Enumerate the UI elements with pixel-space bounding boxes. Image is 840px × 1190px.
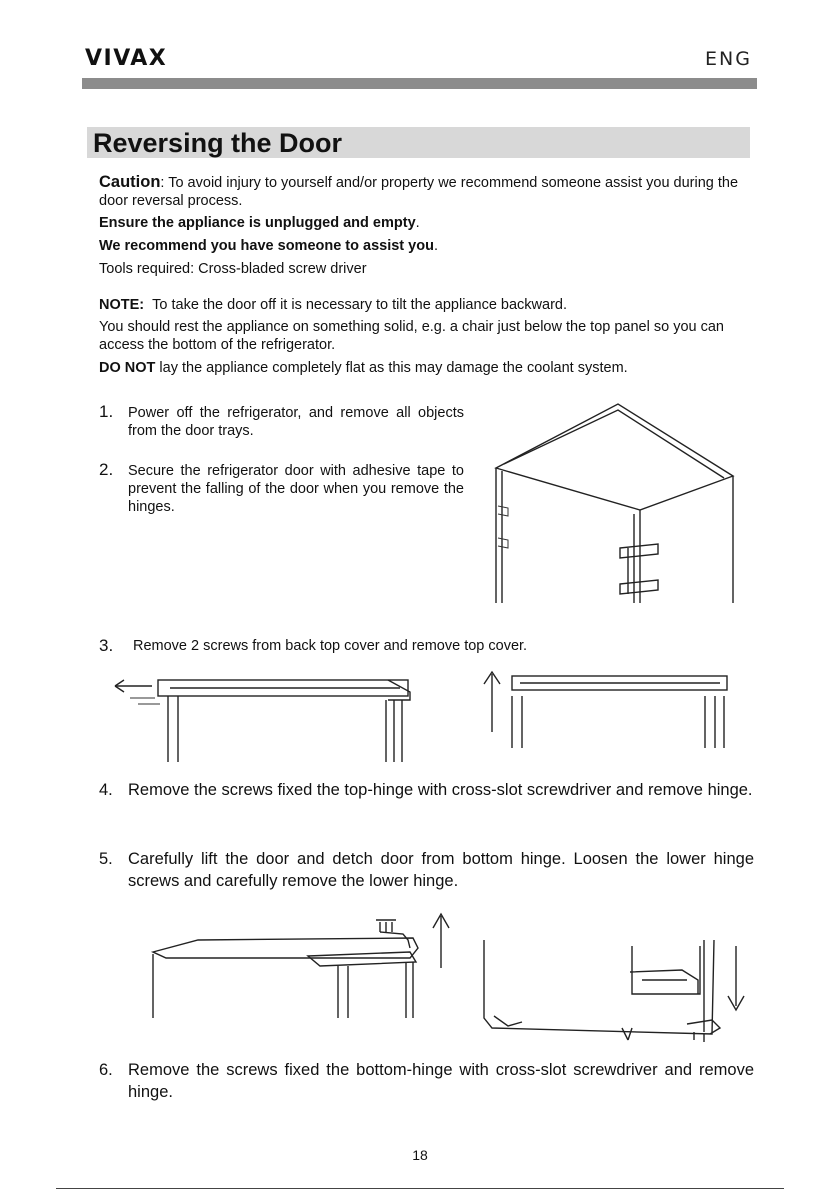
- period: .: [415, 215, 420, 231]
- do-not-label: DO NOT: [99, 360, 156, 376]
- caution-text: : To avoid injury to yourself and/or property we recommend someone assist you during the door reversal process.: [99, 175, 739, 209]
- warning-unplug-text: Ensure the appliance is unplugged and empty: [99, 215, 416, 231]
- caution-label: Caution: [99, 173, 161, 191]
- step-4-number: 4.: [99, 781, 113, 799]
- step-3-text: Remove 2 screws from back top cover and remove top cover.: [133, 638, 528, 654]
- note-text: To take the door off it is necessary to tilt the appliance backward.: [152, 297, 567, 313]
- fridge-taped-door-illustration: [488, 398, 738, 606]
- lift-top-cover-illustration: [480, 668, 740, 752]
- step-1-number: 1.: [99, 402, 114, 421]
- header-divider: [82, 78, 757, 89]
- do-not-line: [99, 359, 759, 377]
- caution-paragraph: [99, 173, 759, 210]
- step-4-text: Remove the screws fixed the top-hinge with cross-slot screwdriver and remove hinge.: [128, 781, 753, 799]
- step-2-number: 2.: [99, 460, 114, 479]
- remove-top-cover-screws-illustration: [110, 668, 420, 764]
- step-3-number: 3.: [99, 636, 114, 655]
- step-6-text: Remove the screws fixed the bottom-hinge with cross-slot screwdriver and remove hinge.: [128, 1061, 754, 1101]
- step-5-number: 5.: [99, 850, 113, 868]
- warning-assist-text: We recommend you have someone to assist you: [99, 238, 434, 254]
- period: .: [433, 238, 438, 254]
- section-heading: [87, 127, 750, 158]
- section-title: Reversing the Door: [93, 128, 343, 158]
- language-label: ENG: [705, 48, 752, 70]
- warning-unplug: [99, 214, 759, 232]
- note-line: [99, 296, 759, 314]
- step-5-text: Carefully lift the door and detch door from bottom hinge. Loosen the lower hinge screws and carefully remove the lower hinge.: [128, 850, 754, 890]
- page-number: 18: [412, 1147, 428, 1163]
- warning-assist: [99, 237, 759, 255]
- footer-divider: [56, 1188, 784, 1189]
- note-label: NOTE:: [99, 297, 145, 313]
- note-rest-text: You should rest the appliance on something solid, e.g. a chair just below the top panel so you can access the bottom of the refrigerator.: [99, 319, 724, 353]
- brand-logo: VIVAX: [85, 46, 168, 71]
- step-1-text: Power off the refrigerator, and remove all objects from the door trays.: [128, 405, 464, 439]
- do-not-text: lay the appliance completely flat as this may damage the coolant system.: [159, 360, 628, 376]
- remove-top-hinge-illustration: [148, 910, 463, 1020]
- step-2-text: Secure the refrigerator door with adhesive tape to prevent the falling of the door when you remove the hinges.: [128, 463, 464, 515]
- step-6-number: 6.: [99, 1061, 113, 1079]
- detach-door-bottom-hinge-illustration: [482, 936, 750, 1046]
- tools-required: Tools required: Cross-bladed screw driver: [99, 261, 367, 277]
